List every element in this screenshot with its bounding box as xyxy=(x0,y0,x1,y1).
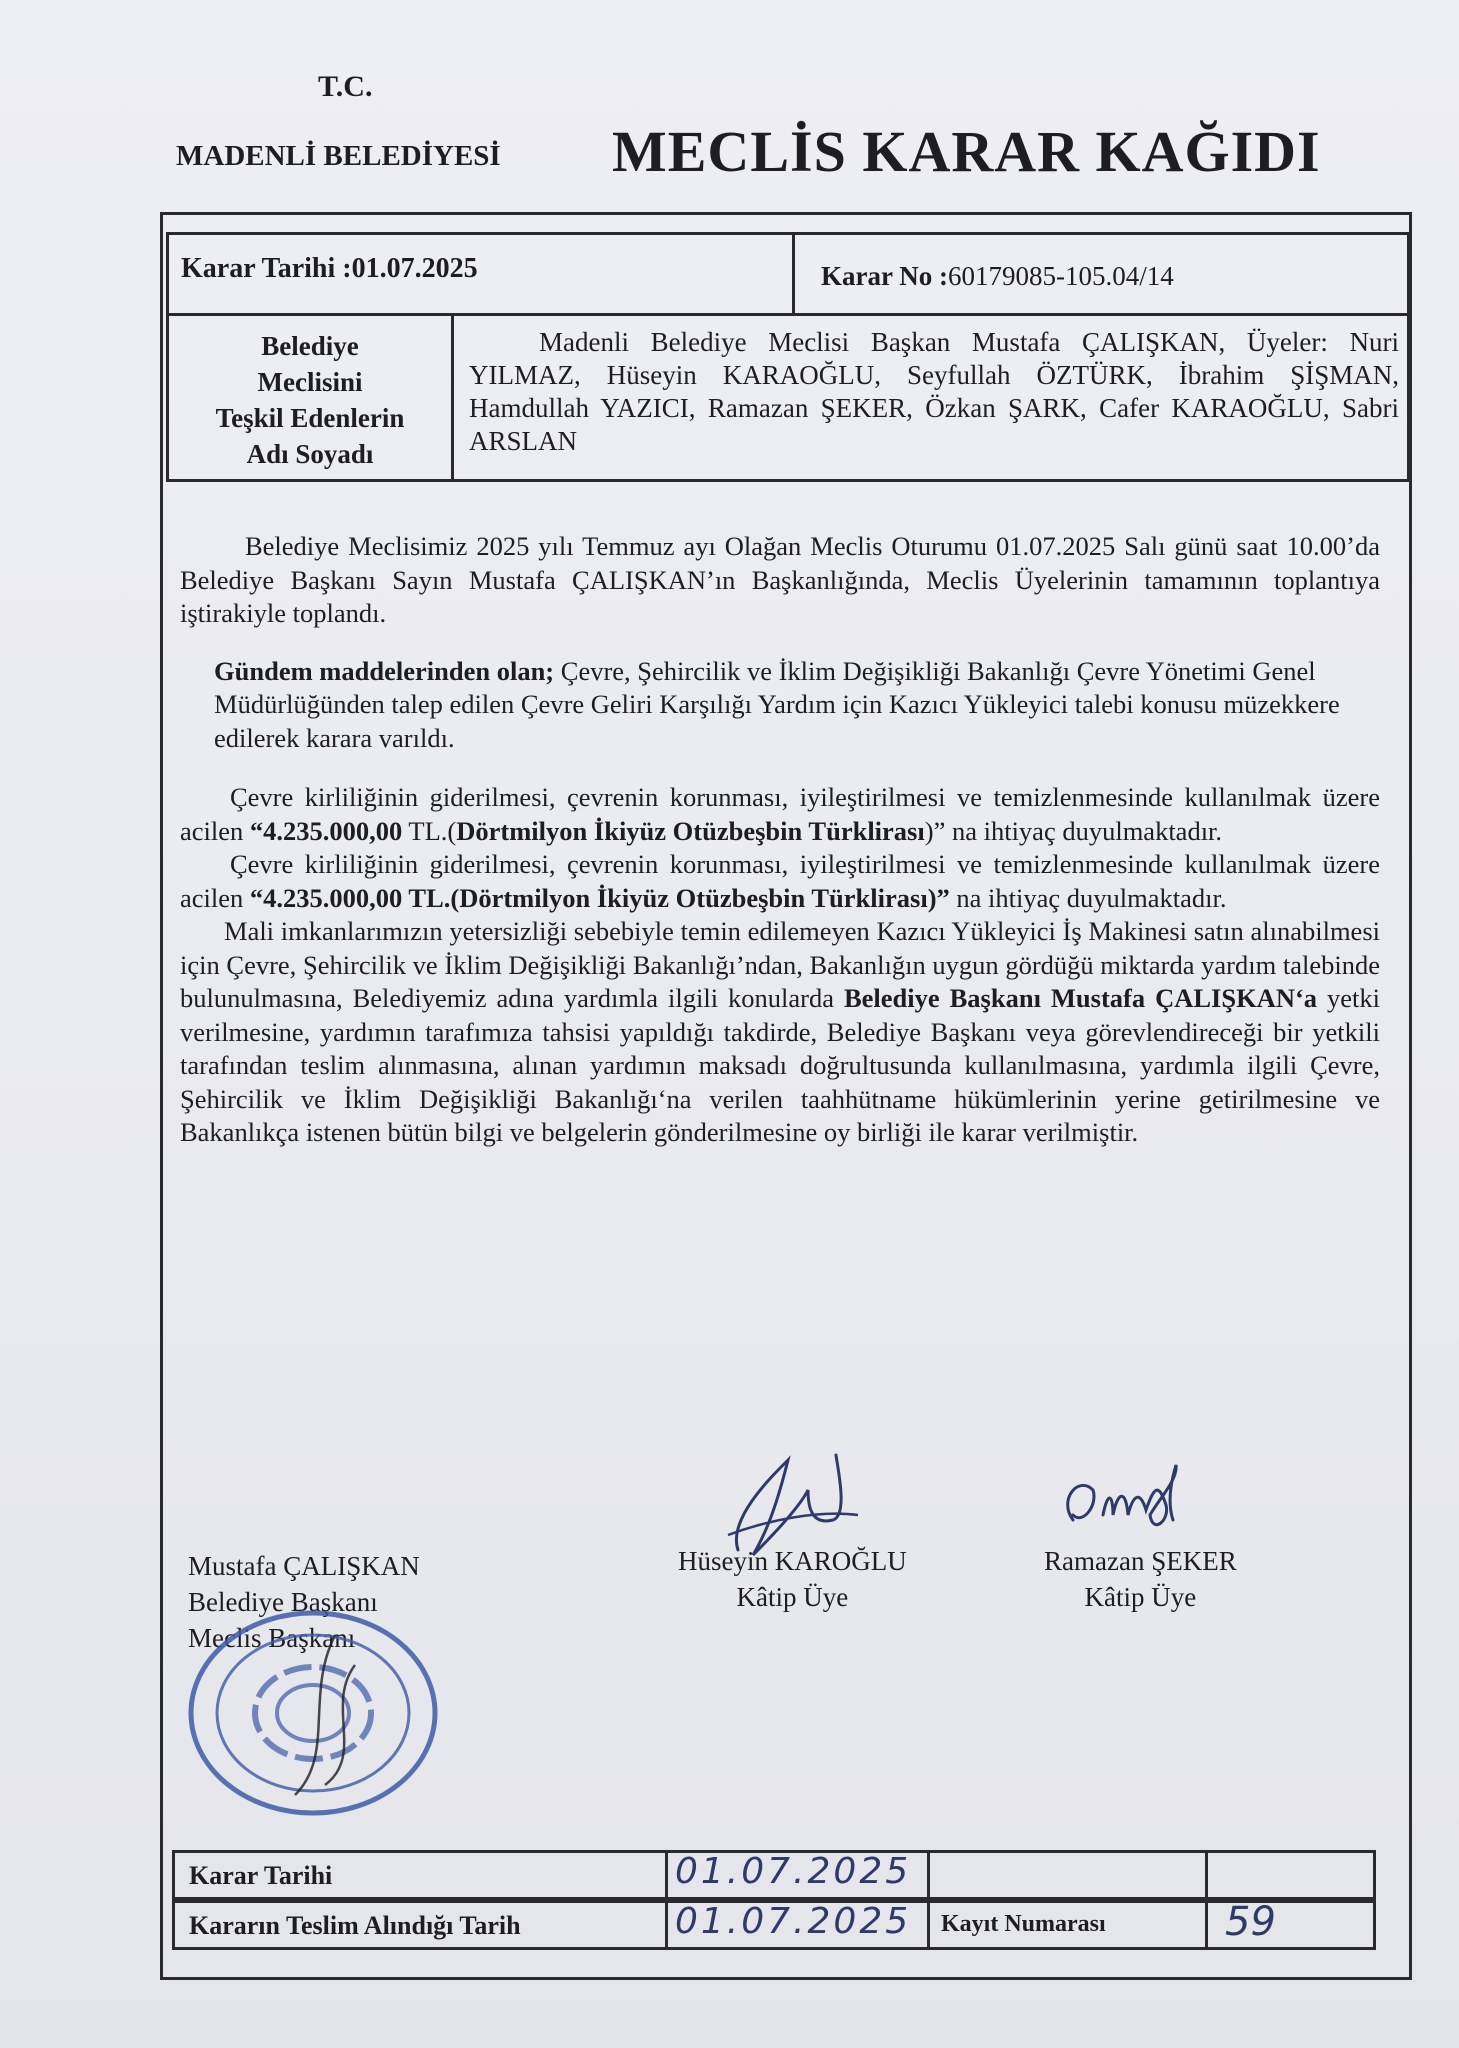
members-label-line: Teşkil Edenlerin xyxy=(215,403,405,433)
country-header: T.C. xyxy=(318,70,373,103)
members-list: Madenli Belediye Meclisi Başkan Mustafa ÇALIŞKAN, Üyeler: Nuri YILMAZ, Hüseyin KARAOĞLU, Seyfullah ÖZTÜRK, İbrahim ŞİŞMAN, Hamdullah YAZICI, Ramazan ŞEKER, Özkan ŞARK, Cafer KARAOĞLU, Sabri ARSLAN xyxy=(469,327,1399,456)
registry-number-handwritten: 59 xyxy=(1225,1899,1276,1945)
footer-row-received xyxy=(172,1900,1376,1950)
signer-title: Kâtip Üye xyxy=(1084,1582,1197,1612)
signer-name: Ramazan ŞEKER xyxy=(1044,1546,1237,1576)
members-label-line: Adı Soyadı xyxy=(246,439,374,469)
decision-number-label: Karar No : xyxy=(821,261,948,291)
document-title: MECLİS KARAR KAĞIDI xyxy=(612,119,1321,184)
need-1-currency: TL.( xyxy=(402,815,457,846)
decision-body xyxy=(180,530,1380,1150)
council-members-row xyxy=(166,316,1410,482)
agenda-lead: Gündem maddelerinden olan; xyxy=(214,655,555,686)
paragraph-agenda xyxy=(180,655,1380,756)
footer-table xyxy=(172,1850,1376,1958)
received-date-label: Kararın Teslim Alındığı Tarih xyxy=(189,1911,521,1940)
need-1-end: )” na ihtiyaç duyulmaktadır. xyxy=(924,815,1223,846)
column-divider xyxy=(927,1853,930,1897)
column-divider xyxy=(1205,1903,1208,1947)
paragraph-session: Belediye Meclisimiz 2025 yılı Temmuz ayı Olağan Meclis Oturumu 01.07.2025 Salı günü saat 10.00’da Belediye Başkanı Sayın Mustafa ÇALIŞKAN’ın Başkanlığında, Meclis Üyelerinin tamamının toplantıya iştirakiyle toplandı. xyxy=(180,531,1380,628)
need-1-amount: “4.235.000,00 xyxy=(249,815,403,846)
agenda-text: Çevre, Şehircilik ve İklim Değişikliği Bakanlığı Çevre Yönetimi Genel Müdürlüğünden talep edilen Çevre Geliri Karşılığı Yardım için Kazıcı Yükleyici talebi konusu müzekkere edilerek karara varıldı. xyxy=(214,655,1340,753)
decision-date-handwritten: 01.07.2025 xyxy=(675,1851,912,1892)
footer-row-decision-date xyxy=(172,1850,1376,1900)
resolution-authority: Belediye Başkanı Mustafa ÇALIŞKAN‘a xyxy=(843,983,1318,1013)
decision-date-label: Karar Tarihi xyxy=(189,1861,333,1890)
received-date-handwritten: 01.07.2025 xyxy=(675,1901,912,1942)
members-label-line: Belediye xyxy=(261,331,359,361)
resolution-end: yetki verilmesine, yardımın tarafımıza tahsisi yapıldığı takdirde, Belediye Başkanı veya görevlendireceği bir yetkili tarafından teslim alınmasına, alınan yardımın maksadı doğrultusunda kullanılmasına, yardımla ilgili Çevre, Şehircilik ve İklim Değişikliği Bakanlığı‘na verilen taahhütname hükümlerinin yerine getirilmesine ve Bakanlıkça istenen bütün bilgi ve belgelerin gönderilmesine oy birliği ile karar verilmiştir. xyxy=(180,983,1380,1147)
signature-clerk-2 xyxy=(1044,1543,1237,1615)
registry-number-label: Kayıt Numarası xyxy=(941,1911,1106,1937)
paragraph-need-2 xyxy=(180,848,1380,915)
decision-number-value: 60179085-105.04/14 xyxy=(947,261,1174,291)
signer-title: Kâtip Üye xyxy=(736,1582,849,1612)
signature-seker-icon xyxy=(1058,1460,1208,1540)
need-2-end: na ihtiyaç duyulmaktadır. xyxy=(949,882,1227,913)
signer-title: Belediye Başkanı xyxy=(188,1587,378,1617)
column-divider xyxy=(927,1903,930,1947)
paragraph-resolution xyxy=(180,915,1380,1150)
decision-info-row xyxy=(166,232,1410,316)
signature-clerk-1 xyxy=(678,1543,907,1615)
signer-name: Mustafa ÇALIŞKAN xyxy=(188,1551,420,1581)
need-2-amount: “4.235.000,00 TL.(Dörtmilyon İkiyüz Otüzbeşbin Türklirası)” xyxy=(249,882,950,913)
column-divider xyxy=(665,1853,668,1897)
resolution-text: Mali imkanlarımızın yetersizliği sebebiyle temin edilemeyen Kazıcı Yükleyici İş Makinesi satın alınabilmesi için Çevre, Şehircilik ve İklim Değişikliği Bakanlığı’ndan, Bakanlığın uygun gördüğü miktarda yardım talebinde bulunulmasına, Belediyemiz adına yardımla ilgili konularda xyxy=(180,916,1380,1013)
members-label-line: Meclisini xyxy=(257,367,363,397)
municipality-name: MADENLİ BELEDİYESİ xyxy=(176,140,501,172)
members-label xyxy=(169,316,454,479)
need-1-text: Çevre kirliliğinin giderilmesi, çevrenin korunması, iyileştirilmesi ve temizlenmesinde kullanılmak üzere acilen xyxy=(180,782,1380,846)
signer-title: Meclis Başkanı xyxy=(188,1623,356,1653)
decision-date: Karar Tarihi :01.07.2025 xyxy=(169,235,795,313)
paragraph-need-1 xyxy=(180,781,1380,848)
column-divider xyxy=(665,1903,668,1947)
signer-name: Hüseyin KAROĞLU xyxy=(678,1546,907,1576)
column-divider xyxy=(1205,1853,1208,1897)
need-1-amount-words: Dörtmilyon İkiyüz Otüzbeşbin Türklirası xyxy=(456,815,925,846)
need-2-text: Çevre kirliliğinin giderilmesi, çevrenin korunması, iyileştirilmesi ve temizlenmesinde kullanılmak üzere acilen xyxy=(180,849,1380,913)
official-stamp-icon xyxy=(185,1605,443,1817)
